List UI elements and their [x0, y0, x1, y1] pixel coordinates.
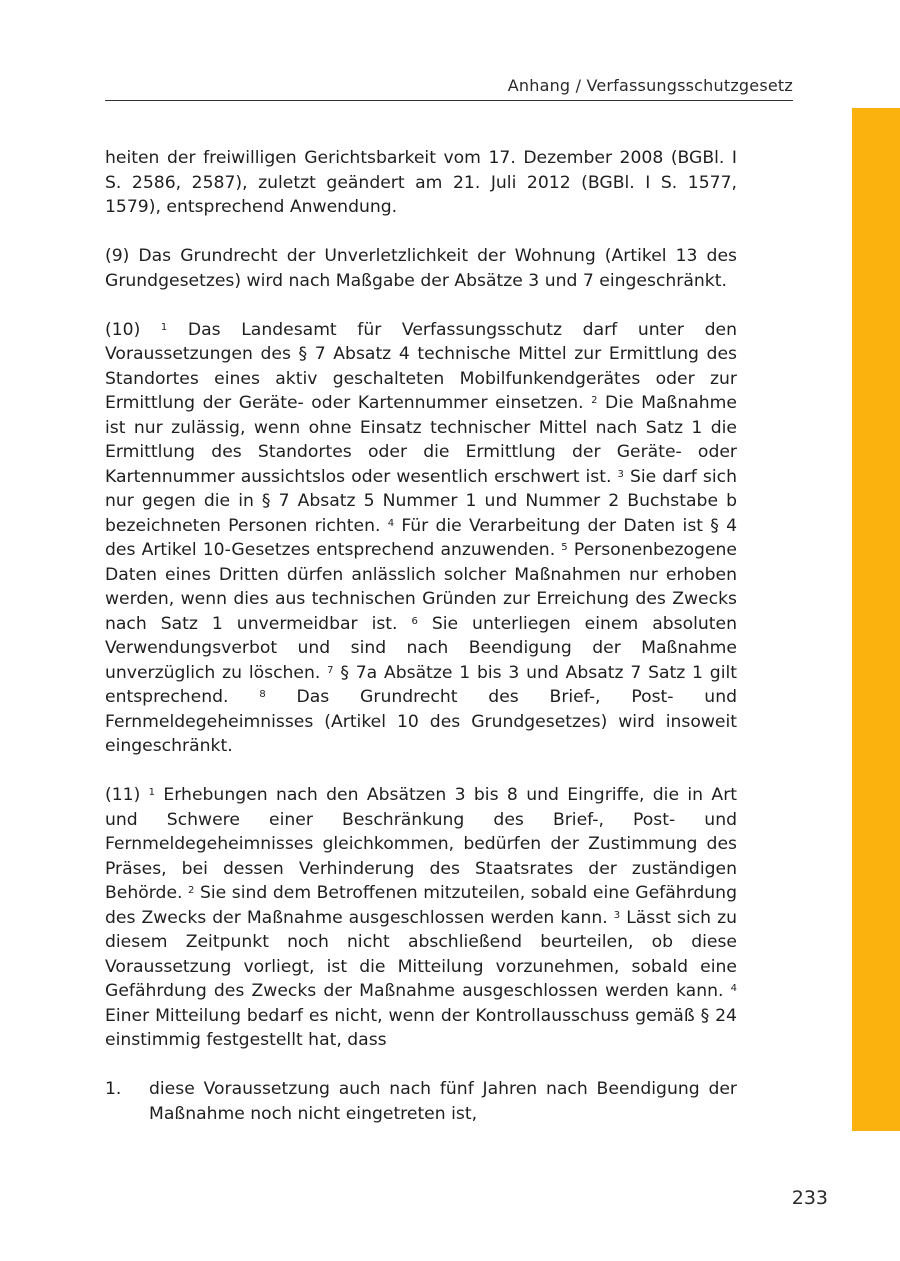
- sentence-number: 2: [591, 395, 598, 406]
- sentence-number: 8: [259, 689, 266, 700]
- sentence-text: Personenbezogene Daten eines Dritten dürfen anlässlich solcher Maßnahmen nur erhoben werden, wenn dies aus technischen Gründen zur Erreichung des Zwecks nach Satz 1 unvermeidbar ist.: [105, 540, 738, 634]
- sentence-text: § 7a Absätze 1 bis 3 und Absatz 7 Satz 1 gilt entsprechend.: [105, 662, 737, 707]
- list-item: [105, 1077, 737, 1126]
- list-item-text: diese Voraussetzung auch nach fünf Jahren nach Beendigung der Maßnahme noch nicht eingetreten ist,: [149, 1079, 737, 1124]
- paragraph-10: [105, 318, 737, 759]
- sentence-text: Sie sind dem Betroffenen mitzuteilen, sobald eine Gefährdung des Zwecks der Maßnahme ausgeschlossen werden kann.: [105, 883, 737, 928]
- paragraph-label: (11): [105, 785, 141, 805]
- running-header: Anhang / Verfassungsschutzgesetz: [507, 76, 793, 95]
- paragraph-9: (9) Das Grundrecht der Unverletzlichkeit der Wohnung (Artikel 13 des Grundgesetzes) wird nach Maßgabe der Absätze 3 und 7 eingeschränkt.: [105, 246, 737, 291]
- paragraph-11: [105, 783, 737, 1053]
- sentence-number: 6: [411, 615, 418, 627]
- page-number: 233: [791, 1187, 828, 1209]
- paragraph-label: (10): [105, 319, 141, 340]
- sentence-number: 4: [387, 517, 395, 529]
- sentence-text: Sie darf sich nur gegen die in § 7 Absatz 5 Nummer 1 und Nummer 2 Buchstabe b bezeichneten Personen richten.: [105, 466, 737, 536]
- sentence-text: Lässt sich zu diesem Zeitpunkt noch nicht abschließend beurteilen, ob diese Voraussetzung vorliegt, ist die Mitteilung vorzunehmen, sobald eine Gefährdung des Zwecks der Maßnahme ausgeschlossen werden kann.: [105, 907, 737, 1001]
- sentence-text: Die Maßnahme ist nur zulässig, wenn ohne Einsatz technischer Mittel nach Satz 1 die Ermittlung des Standortes oder die Ermittlung der Geräte- oder Kartennummer aussichtslos oder wesentlich erschwert ist.: [105, 393, 737, 487]
- sentence-text: Das Grundrecht des Brief-, Post- und Fernmeldegeheimnisses (Artikel 10 des Grundgesetzes) wird insoweit eingeschränkt.: [105, 687, 737, 756]
- paragraph-continuation: heiten der freiwilligen Gerichtsbarkeit vom 17. Dezember 2008 (BGBl. I S. 2586, 2587), zuletzt geändert am 21. Juli 2012 (BGBl. I S. 1577, 1579), entsprechend Anwendung.: [105, 148, 737, 217]
- sentence-number: 7: [327, 664, 334, 676]
- sentence-number: 4: [730, 983, 737, 994]
- header-rule: [105, 100, 793, 101]
- page-body: [105, 146, 737, 1126]
- sentence-number: 2: [188, 885, 195, 896]
- sentence-number: 1: [160, 321, 168, 333]
- sentence-text: Erhebungen nach den Absätzen 3 bis 8 und Eingriffe, die in Art und Schwere einer Beschränkung des Brief-, Post- und Fernmeldegeheimnisses gleichkommen, bedürfen der Zustimmung des Präses, bei dessen Verhinderung des Staatsrates der zuständigen Behörde.: [105, 785, 738, 903]
- list-item-number: 1.: [105, 1079, 122, 1099]
- sentence-number: 5: [561, 542, 568, 553]
- sentence-number: 1: [148, 787, 156, 798]
- sentence-text: Das Landesamt für Verfassungsschutz darf unter den Voraussetzungen des § 7 Absatz 4 technische Mittel zur Ermittlung des Standortes eines aktiv geschalteten Mobilfunkendgerätes oder zur Ermittlung der Geräte- oder Kartennummer einsetzen.: [105, 319, 737, 413]
- sentence-text: Einer Mitteilung bedarf es nicht, wenn der Kontrollausschuss gemäß § 24 einstimmig festgestellt hat, dass: [105, 1005, 737, 1050]
- sentence-number: 3: [613, 909, 621, 921]
- sentence-text: Sie unterliegen einem absoluten Verwendungsverbot und sind nach Beendigung der Maßnahme unverzüglich zu löschen.: [105, 613, 737, 683]
- sentence-text: Für die Verarbeitung der Daten ist § 4 des Artikel 10-Gesetzes entsprechend anzuwenden.: [105, 515, 738, 560]
- sentence-number: 3: [617, 468, 624, 480]
- chapter-side-tab: [852, 108, 900, 1131]
